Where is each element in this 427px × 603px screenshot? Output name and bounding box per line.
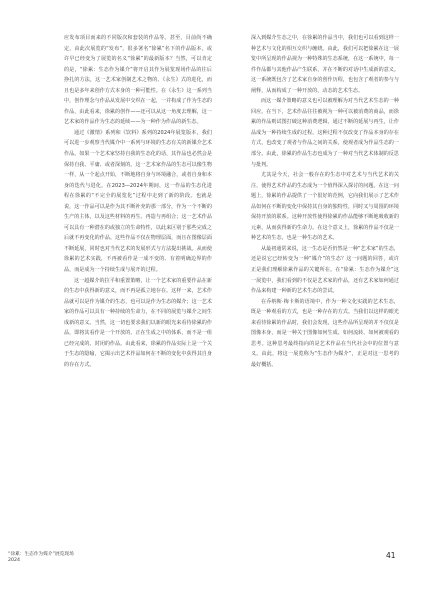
body-paragraph: 从最初通常来说，这一生态是否仍然是一种“艺术家”的生态，还是说它已经转变为一种“媒介”的生态？这一问题的回答，或许正是我们理解徐累作品的关键所在。在“徐累：生态作为媒介”这一展览中，我们看到的不仅是艺术家的作品，还有艺术家如何通过作品来构建一种新的艺术生态的尝试。 bbox=[251, 245, 399, 295]
right-text-column bbox=[251, 33, 399, 371]
body-paragraph: 尤其是今天，社会一般存在的生态中对艺术与当代艺术的关注，使得艺术作品的生态成为一个值得深入探讨的问题。在这一问题上，徐累的作品提供了一个很好的范例，它向我们展示了艺术作品如何在不断的变化中保持其自身的独特性，同时又与周围的环境保持开放的联系。这种开放性使得徐累的作品能够不断地吸收新的元素，从而获得新的生命力。在这个意义上，徐累的作品不仅是一种艺术的生态，也是一种生态的艺术。 bbox=[251, 172, 399, 242]
body-paragraph: 深入到媒介生态之中，在徐累的作品当中，我们也可以看到这样一种艺术与文化的相互交织与缠绕。由此，我们可以把徐累在这一展览中所呈现的作品视为一种特殊的生态系统，在这一系统中，每一件作品都与其他作品产生联系，并在不断的对话中生成新的意义。这一系统既包含了艺术家自身的创作历程，也包含了观者的参与与阐释，从而构成了一种开放的、动态的艺术生态。 bbox=[251, 35, 399, 94]
body-paragraph: 在乔纳斯·梅卡斯的语境中，作为一种文化实践的艺术生态，既是一种观看的方式，也是一种存在的方式。当我们以这样的眼光来看待徐累的作品时，我们会发现，这些作品所呈现的并不仅仅是图像本身，而是一种关于图像如何生成、如何流转、如何被观看的思考。这种思考最终指向的是艺术作品在当代社会中的位置与意义。由此，将这一展览称为“生态作为媒介”，正是对这一思考的最好概括。 bbox=[251, 298, 399, 368]
caption-year: 2024 bbox=[8, 558, 20, 563]
body-paragraph: 通过《激情》系列和《饮料》系列的2024年展览版本，我们可以进一步观察当代媒介中一系列与环境的生态有关的新媒介艺术作品。如果一个艺术家坚持自我的生态化的话，其作品也必然会是保持自我、平庸、或者深刻的。这一艺术家作品的生态可以像生物一样，从一个起点开始，不断地将自身与环境融合，或者自身和本身的迭代与进化。在2023—2024年期间，这一作品的生态化进程在徐累的“不完全的展览化”过程中走到了新的阶段。也就是说，这一作品可以是作为其不断补充的那一部分，作为一个不断的生产的主体，以及这些材料的再生、再造与再组合；这一艺术作品可以具有一种潜在的或独立的生命特性，以此来区别于那些完成之后就不再变化的作品。这些作品不仅在物理层面，而且在图像层面不断延展，同时也对当代艺术的发展形式与方法提出挑战。从而使徐累的艺术实践，不再被看作是一成不变的、有着明确边界的作品，而是成为一个持续生成与展开的过程。 bbox=[64, 129, 212, 274]
body-paragraph: 这一超媒介的拉平和重置策略，让一个艺术家的重要作品在新的生态中获得新的意义，而不再是孤立地存在。这样一来，艺术作品就可以是作为媒介的生态，也可以是作为生态的媒介；这一艺术家的作品可以具有一种持续的生命力，在不同的展览与媒介之间生成新的意义。当然，这一切也要求我们以新的眼光来看待徐累的作品，即将其看作是一个开放的、正在生成之中的体系，而不是一组已经完成的、封闭的作品。由此看来，徐累的作品实际上是一个关于生态的隐喻，它揭示出艺术作品如何在不断的变化中获得其自身的存在方式。 bbox=[64, 277, 212, 368]
body-paragraph: 应发布项目而来的不同版次和套装的作品等。甚至，目前尚不确定，由此次展览的“发布”，很多署名“徐累”名下的作品版本，或许早已经变为了展览的名义“徐累”的最新版本？当然，可以肯定的是，“徐累：生态作为媒介”将开启其作为展览现场作品的往后挣扎的方法，这一艺术家创制艺术之物的、《永生》式的进化，而且也是多年来创作方式本身的一种可能性。在《永生》这一系列当中，创作理念与作品从发展中交织在一起，一并构成了作为生态的作品，由此看来，徐累的创作——还可以从这一角度去理解，这一艺术家的作品作为生态的延续——为一种作为作品的新生态。 bbox=[64, 35, 212, 126]
body-paragraph: 而这一媒介策略的意义也可以被理解为对当代艺术生态的一种回应。在当下，艺术作品往往被视为一种可以被消费的商品，而徐累的作品则试图打破这种消费逻辑，通过不断的延展与再生，让作品成为一种持续生成的过程。这种过程不仅改变了作品本身的存在方式，也改变了观者与作品之间的关系，使观者成为作品生态的一部分。由此，徐累的作品生态也成为了一种对当代艺术体制的反思与批判。 bbox=[251, 98, 399, 168]
page-number: 41 bbox=[386, 551, 396, 560]
left-text-column bbox=[64, 33, 212, 371]
caption-title: “徐累：生态作为媒介”展览现场 bbox=[8, 552, 74, 557]
figure-caption bbox=[8, 552, 74, 564]
